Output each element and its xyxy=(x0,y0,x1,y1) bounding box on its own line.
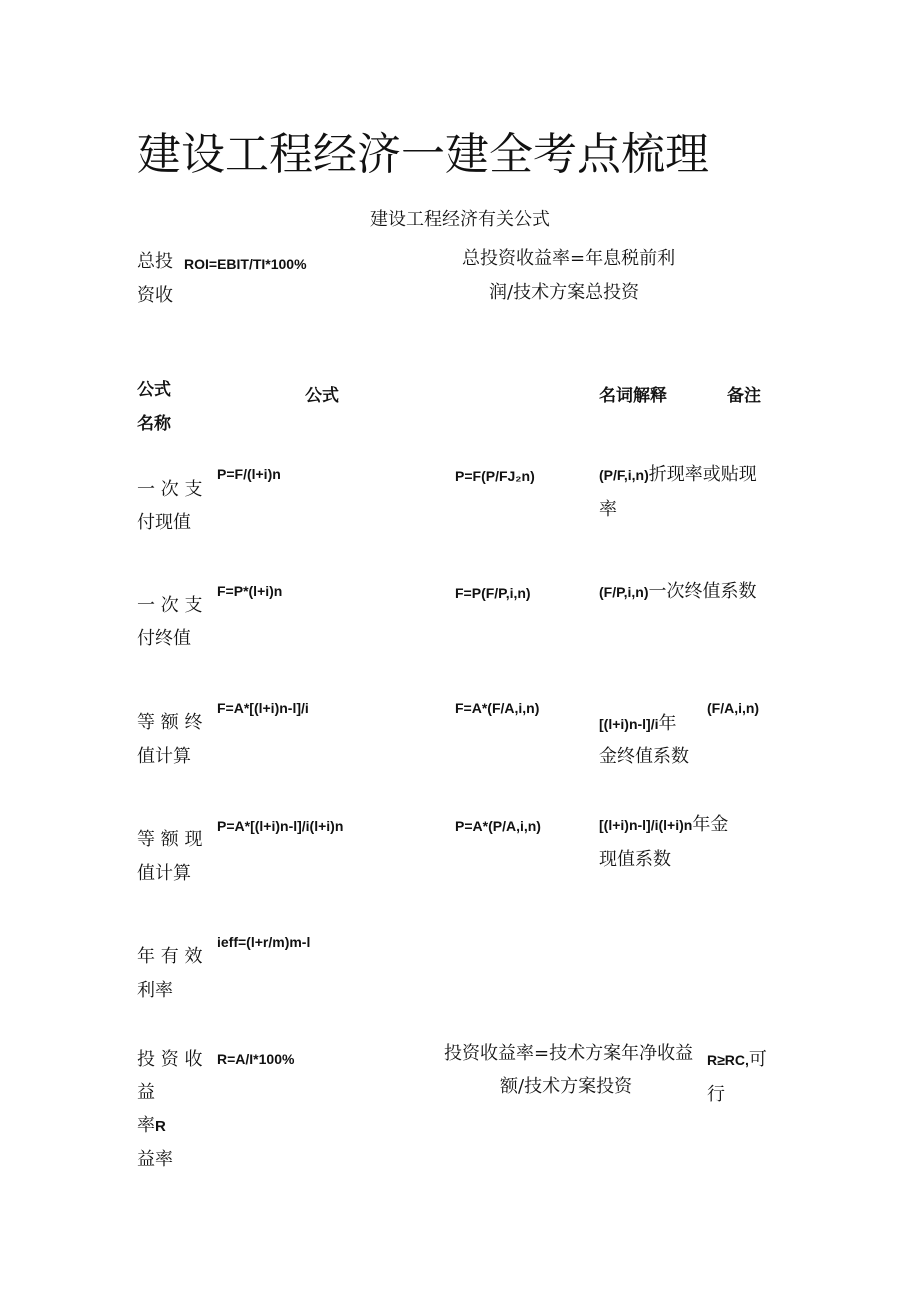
row1-explain-code: (P/F,i,n) xyxy=(599,467,649,483)
roi-name-line1: 总投 xyxy=(137,251,173,272)
row3-explain-text2: 金终值系数 xyxy=(599,746,689,767)
header-explain: 名词解释 xyxy=(599,386,667,405)
row5-name-line1: 年 有 效 xyxy=(137,946,203,967)
row4-factor: P=A*(P/A,i,n) xyxy=(455,818,541,834)
header-note: 备注 xyxy=(727,386,761,405)
row4-explain-text1: 年金 xyxy=(692,814,729,835)
row1-formula: P=F/(l+i)n xyxy=(217,466,281,482)
row4-name-line2: 值计算 xyxy=(137,863,191,884)
row2-explain-code: (F/P,i,n) xyxy=(599,584,649,600)
row6-name-line4: 益率 xyxy=(137,1149,173,1170)
row3-explain-code: [(l+i)n-l]/i xyxy=(599,716,659,732)
row3-explain xyxy=(599,707,677,741)
row1-explain-text1: 折现率或贴现 xyxy=(648,464,757,485)
section-subtitle: 建设工程经济有关公式 xyxy=(370,209,550,230)
row6-explain-line1: 投资收益率=技术方案年净收益 xyxy=(444,1043,694,1064)
row1-explain xyxy=(599,458,757,492)
row6-name-line3-text: 率 xyxy=(137,1115,155,1136)
row4-explain-code: [(l+i)n-l]/i(l+i)n xyxy=(599,817,693,833)
row4-explain-text2: 现值系数 xyxy=(599,849,671,870)
row1-name-line2: 付现值 xyxy=(137,512,191,533)
row6-name-line2: 益 xyxy=(137,1082,155,1103)
row6-name-line1: 投 资 收 xyxy=(137,1049,203,1070)
row6-name-line3 xyxy=(137,1109,166,1143)
row6-formula: R=A/I*100% xyxy=(217,1051,295,1067)
row3-explain-text1: 年 xyxy=(658,713,677,734)
row2-factor: F=P(F/P,i,n) xyxy=(455,585,531,601)
row3-note-code: (F/A,i,n) xyxy=(707,700,760,716)
row6-note-code: R≥RC, xyxy=(707,1052,749,1068)
row3-name-line2: 值计算 xyxy=(137,746,191,767)
row6-name-line3-code: R xyxy=(155,1118,166,1135)
header-name-line1: 公式 xyxy=(137,380,171,399)
row6-note xyxy=(707,1043,767,1077)
header-name-line2: 名称 xyxy=(137,414,171,433)
row6-explain-line2: 额/技术方案投资 xyxy=(500,1076,633,1097)
row1-factor: P=F(P/FJ₂n) xyxy=(455,468,535,484)
row2-explain xyxy=(599,575,757,609)
row1-explain-text2: 率 xyxy=(599,499,617,520)
row5-formula: ieff=(l+r/m)m-l xyxy=(217,934,311,950)
row3-factor: F=A*(F/A,i,n) xyxy=(455,700,540,716)
roi-explain-line2: 润/技术方案总投资 xyxy=(489,282,640,303)
row6-note-text1: 可 xyxy=(748,1049,767,1070)
row3-formula: F=A*[(l+i)n-l]/i xyxy=(217,700,309,716)
row2-explain-text1: 一次终值系数 xyxy=(648,581,757,602)
row2-name-line2: 付终值 xyxy=(137,628,191,649)
header-formula: 公式 xyxy=(305,386,339,405)
row2-name-line1: 一 次 支 xyxy=(137,595,203,616)
row4-formula: P=A*[(l+i)n-l]/i(l+i)n xyxy=(217,818,344,834)
roi-explain-line1: 总投资收益率=年息税前利 xyxy=(462,248,676,269)
row5-name-line2: 利率 xyxy=(137,980,173,1001)
roi-formula: ROI=EBIT/TI*100% xyxy=(184,256,307,272)
row6-note-text2: 行 xyxy=(707,1084,725,1105)
row3-name-line1: 等 额 终 xyxy=(137,712,203,733)
page-title: 建设工程经济一建全考点梳理 xyxy=(137,129,709,180)
roi-name-line2: 资收 xyxy=(137,285,173,306)
row4-name-line1: 等 额 现 xyxy=(137,829,203,850)
row4-explain xyxy=(599,808,728,842)
row1-name-line1: 一 次 支 xyxy=(137,479,203,500)
row2-formula: F=P*(l+i)n xyxy=(217,583,283,599)
